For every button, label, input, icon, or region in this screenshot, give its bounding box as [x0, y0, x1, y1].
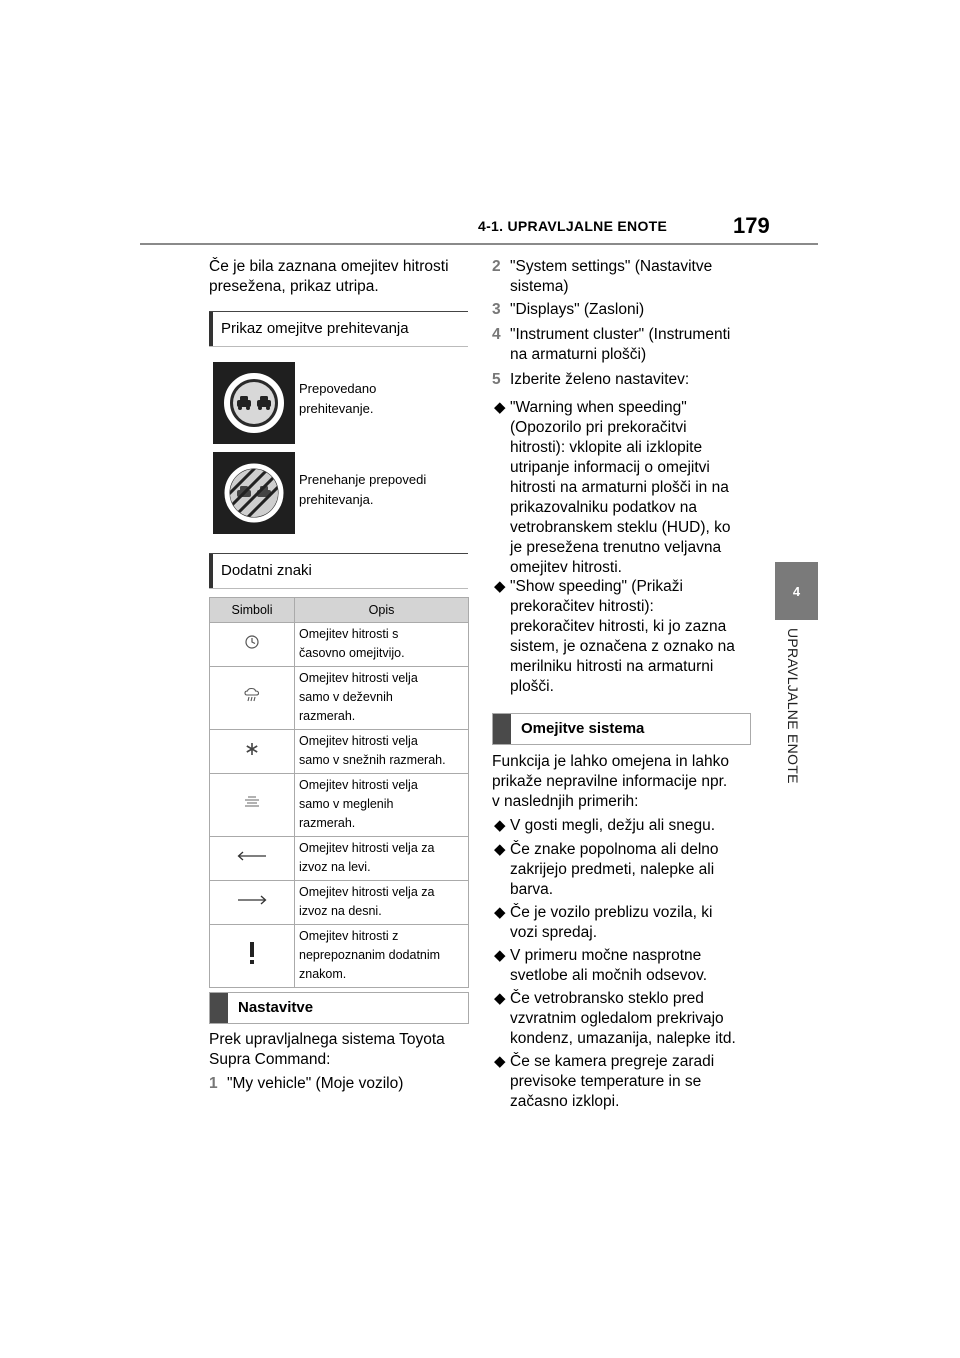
chapter-label-text: UPRAVLJALNE ENOTE [785, 628, 801, 784]
bullet-icon: ◆ [494, 990, 506, 1007]
exclamation-icon [247, 941, 257, 965]
list-line: prekoračitev hitrosti, ki jo zazna [510, 618, 727, 635]
list-line: sistem, je označena z oznako na [510, 638, 735, 655]
step-number: 1 [209, 1075, 218, 1092]
list-line: je presežena trenutno veljavna [510, 539, 722, 556]
list-line: Če se kamera pregreje zaradi [510, 1053, 715, 1070]
step-text: "Displays" (Zasloni) [510, 301, 645, 318]
description-cell [295, 774, 469, 837]
description-cell [295, 881, 469, 925]
symbol-cell [210, 623, 295, 667]
list-line: vozi spredaj. [510, 924, 598, 941]
step-item [209, 1074, 471, 1094]
additional-signs-heading: Dodatni znaki [221, 562, 312, 579]
step-text: Izberite želeno nastavitev: [510, 371, 690, 388]
intro-line: Če je bila zaznana omejitev hitrosti [209, 258, 449, 275]
list-line: (Opozorilo pri prekoračitvi [510, 419, 687, 436]
table-row [210, 667, 469, 730]
list-item [510, 946, 760, 986]
chapter-number: 4 [792, 583, 801, 599]
list-line: omejitev hitrosti. [510, 559, 622, 576]
step-text: "My vehicle" (Moje vozilo) [227, 1075, 404, 1092]
caption-line: prehitevanja. [299, 492, 374, 507]
caption-line: Prepovedano [299, 381, 377, 396]
step-text: "System settings" (Nastavitve [510, 258, 713, 275]
list-line: prekoračitev hitrosti): [510, 598, 654, 615]
description-line: Omejitev hitrosti velja [299, 778, 418, 792]
step-number: 3 [492, 301, 501, 318]
end-no-overtaking-sign-icon [213, 452, 295, 534]
no-overtaking-sign [213, 362, 295, 444]
caption-line: prehitevanje. [299, 401, 374, 416]
description-cell [295, 730, 469, 774]
overtaking-heading: Prikaz omejitve prehitevanja [221, 320, 409, 337]
step-item [492, 257, 762, 297]
table-row [210, 925, 469, 988]
description-line: razmerah. [299, 709, 356, 723]
description-line: Omejitev hitrosti velja za [299, 841, 435, 855]
list-line: prikazovalniku podatkov na [510, 499, 697, 516]
end-no-overtaking-caption [299, 470, 426, 510]
description-line: samo v deževnih [299, 690, 393, 704]
description-line: Omejitev hitrosti z [299, 929, 399, 943]
symbol-cell [210, 730, 295, 774]
table-header-row [210, 598, 469, 623]
fog-icon [243, 795, 261, 809]
limits-heading-box [492, 713, 751, 745]
arrow-right-icon [236, 894, 268, 906]
list-line: previsoke temperature in se [510, 1073, 702, 1090]
rain-icon [243, 687, 261, 703]
limits-heading: Omejitve sistema [521, 720, 645, 737]
list-line: V gosti megli, dežju ali snegu. [510, 817, 716, 834]
list-line: Če vetrobransko steklo pred [510, 990, 704, 1007]
description-line: samo v meglenih [299, 797, 394, 811]
intro-line: presežena, prikaz utripa. [209, 278, 379, 295]
settings-intro [209, 1030, 471, 1070]
description-line: Omejitev hitrosti velja za [299, 885, 435, 899]
section-title: 4-1. UPRAVLJALNE ENOTE [478, 218, 668, 234]
limits-intro-line: prikaže nepravilne informacije npr. [492, 773, 728, 790]
list-item [510, 840, 760, 900]
list-line: V primeru močne nasprotne [510, 947, 702, 964]
list-line: kondenz, umazanija, nalepke itd. [510, 1030, 736, 1047]
list-line: utripanje informacij o omejitvi [510, 459, 710, 476]
bullet-icon: ◆ [494, 817, 506, 834]
bullet-icon: ◆ [494, 1053, 506, 1070]
caption-line: Prenehanje prepovedi [299, 472, 427, 487]
symbol-cell [210, 837, 295, 881]
description-line: časovno omejitvijo. [299, 646, 405, 660]
list-item [510, 1052, 760, 1112]
settings-intro-line: Supra Command: [209, 1051, 331, 1068]
description-line: izvoz na levi. [299, 860, 371, 874]
description-line: Omejitev hitrosti velja [299, 671, 418, 685]
settings-heading: Nastavitve [238, 999, 314, 1016]
list-line: "Warning when speeding" [510, 399, 687, 416]
list-line: začasno izklopi. [510, 1093, 620, 1110]
settings-intro-line: Prek upravljalnega sistema Toyota [209, 1031, 445, 1048]
step-item [492, 300, 762, 320]
bullet-icon: ◆ [494, 904, 506, 921]
limits-intro-line: Funkcija je lahko omejena in lahko [492, 753, 729, 770]
description-cell [295, 837, 469, 881]
chapter-tab [775, 562, 818, 620]
list-item [510, 816, 760, 836]
list-item [510, 577, 760, 697]
header-rule [140, 243, 818, 245]
bullet-icon: ◆ [494, 578, 506, 595]
heading-accent [209, 312, 213, 346]
settings-heading-box [209, 992, 469, 1024]
description-line: izvoz na desni. [299, 904, 382, 918]
chapter-side-label [760, 628, 830, 803]
list-line: Če je vozilo preblizu vozila, ki [510, 904, 713, 921]
page-number: 179 [733, 213, 770, 238]
intro-paragraph [209, 257, 471, 297]
table-row [210, 774, 469, 837]
list-line: Če znake popolnoma ali delno [510, 841, 719, 858]
overtaking-heading-box [209, 311, 468, 347]
list-line: plošči. [510, 678, 554, 695]
table-row [210, 837, 469, 881]
bullet-icon: ◆ [494, 399, 506, 416]
description-cell [295, 925, 469, 988]
heading-marker [210, 993, 228, 1023]
table-row [210, 623, 469, 667]
arrow-left-icon [236, 850, 268, 862]
heading-marker [493, 714, 511, 744]
heading-accent [209, 554, 213, 588]
symbol-cell [210, 774, 295, 837]
symbol-cell [210, 667, 295, 730]
list-line: merilniku hitrosti na armaturni [510, 658, 714, 675]
description-line: samo v snežnih razmerah. [299, 753, 446, 767]
list-item [510, 398, 760, 578]
description-cell [295, 623, 469, 667]
clock-icon [244, 634, 260, 650]
step-text: "Instrument cluster" (Instrumenti [510, 326, 731, 343]
step-number: 4 [492, 326, 501, 343]
column-header-symbols: Simboli [210, 598, 295, 623]
list-line: barva. [510, 881, 554, 898]
symbol-cell [210, 925, 295, 988]
list-line: vetrobranskem steklu (HUD), ko [510, 519, 731, 536]
step-item [492, 370, 762, 390]
step-number: 5 [492, 371, 501, 388]
limits-intro-line: v naslednjih primerih: [492, 793, 639, 810]
list-line: hitrosti): vklopite ali izklopite [510, 439, 703, 456]
list-line: "Show speeding" (Prikaži [510, 578, 683, 595]
step-text: na armaturni plošči) [510, 346, 647, 363]
no-overtaking-caption [299, 379, 376, 419]
list-item [510, 903, 760, 943]
list-line: svetlobe ali močnih odsevov. [510, 967, 708, 984]
step-text: sistema) [510, 278, 569, 295]
no-overtaking-sign-icon [213, 362, 295, 444]
step-number: 2 [492, 258, 501, 275]
list-item [510, 989, 760, 1049]
additional-signs-heading-box [209, 553, 468, 589]
limits-intro [492, 752, 762, 812]
list-line: vzvratnim ogledalom prekrivajo [510, 1010, 724, 1027]
description-line: znakom. [299, 967, 347, 981]
symbol-cell [210, 881, 295, 925]
description-line: razmerah. [299, 816, 356, 830]
list-line: zakrijejo predmeti, nalepke ali [510, 861, 715, 878]
bullet-icon: ◆ [494, 841, 506, 858]
description-line: neprepoznanim dodatnim [299, 948, 441, 962]
description-cell [295, 667, 469, 730]
table-row [210, 881, 469, 925]
step-item [492, 325, 762, 365]
bullet-icon: ◆ [494, 947, 506, 964]
list-line: hitrosti na armaturni plošči in na [510, 479, 729, 496]
snowflake-icon [245, 742, 259, 756]
column-header-description: Opis [295, 598, 469, 623]
end-no-overtaking-sign [213, 452, 295, 534]
table-row [210, 730, 469, 774]
symbols-table [209, 597, 469, 988]
description-line: Omejitev hitrosti s [299, 627, 399, 641]
description-line: Omejitev hitrosti velja [299, 734, 418, 748]
